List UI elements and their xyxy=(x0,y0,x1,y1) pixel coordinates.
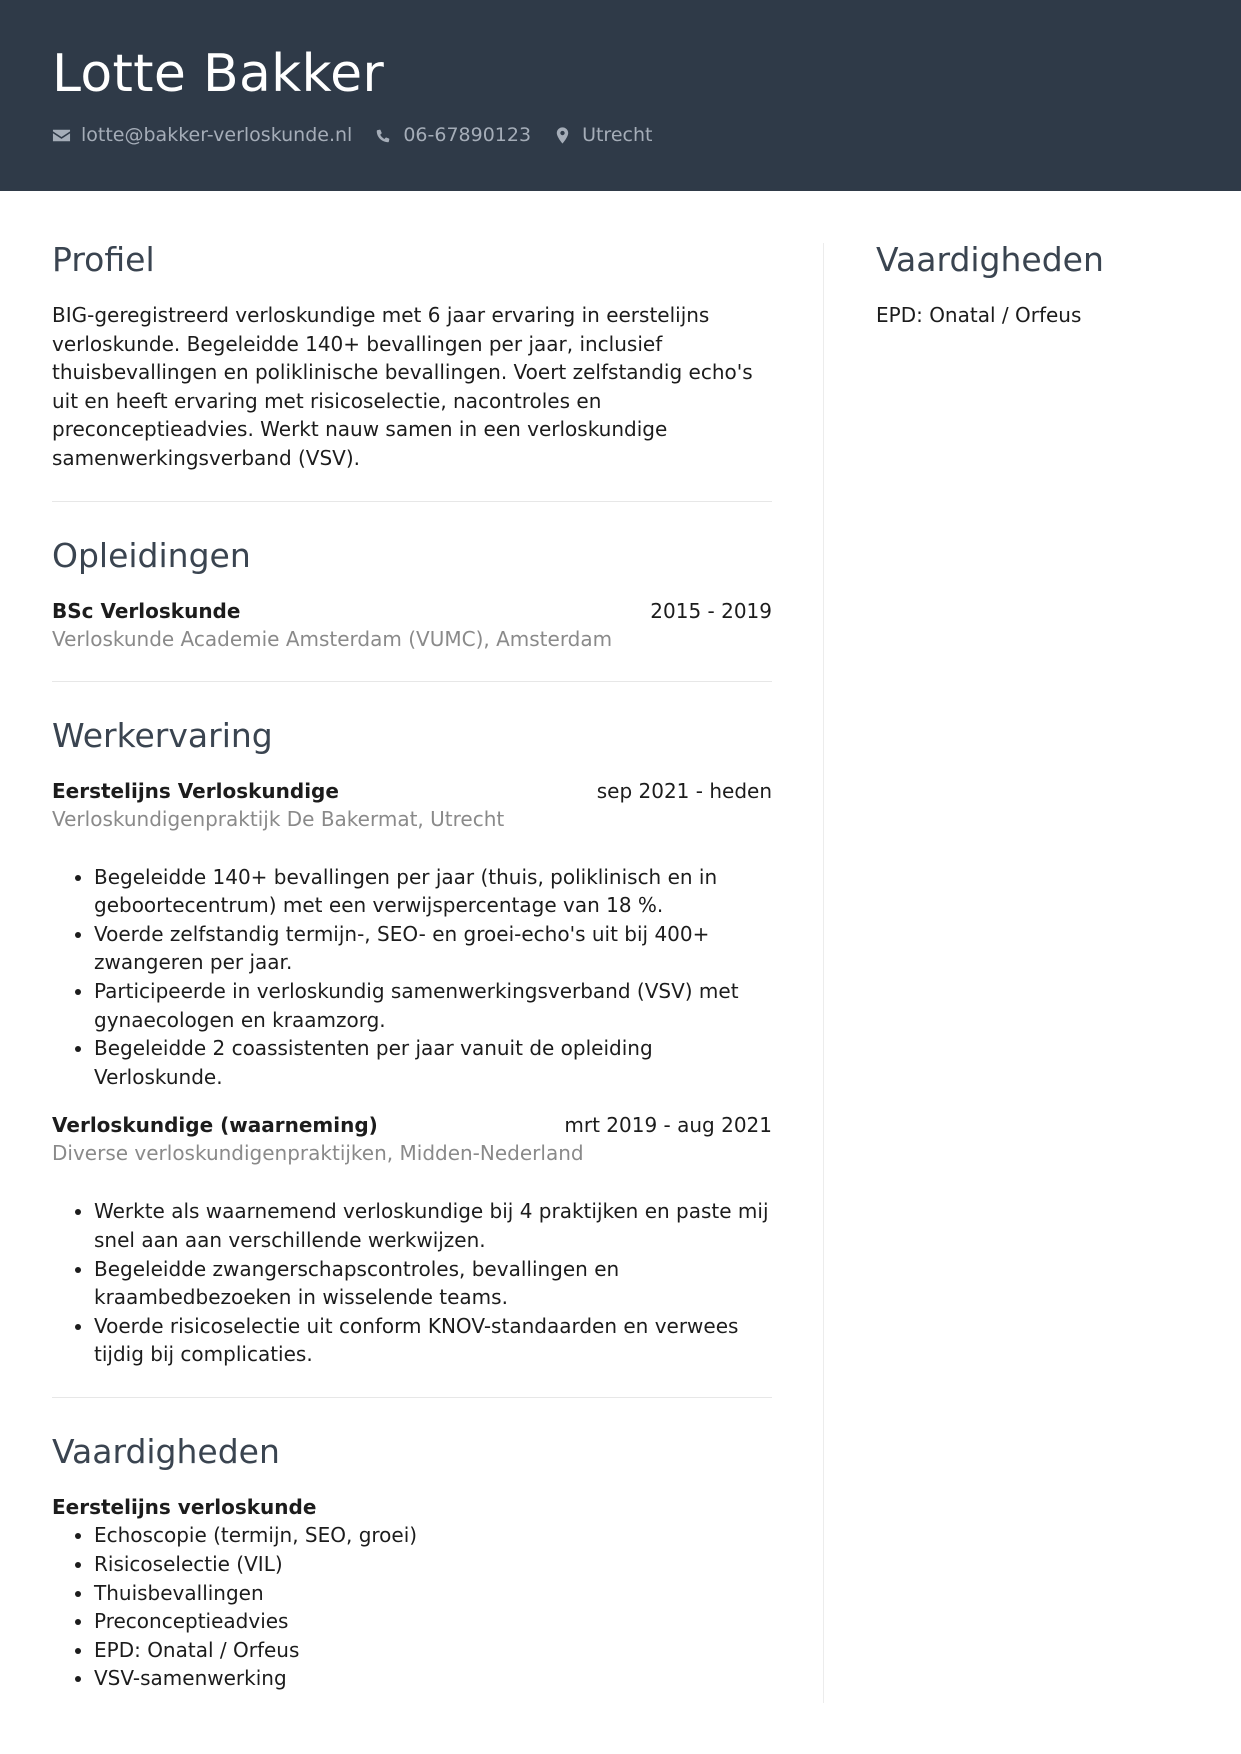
job-bullets xyxy=(52,1197,772,1369)
skill-group-title: Eerstelijns verloskunde xyxy=(52,1494,317,1519)
skills-section xyxy=(52,1432,772,1693)
list-item: • Voerde risicoselectie uit conform KNOV-standaarden en verwees tijdig bij complicaties. xyxy=(94,1312,772,1369)
section-divider xyxy=(52,681,772,682)
contact-email xyxy=(52,124,352,146)
job-entry xyxy=(52,777,772,1092)
education-heading: Opleidingen xyxy=(52,535,251,575)
list-item: • VSV-samenwerking xyxy=(94,1664,772,1693)
job-dates: mrt 2019 - aug 2021 xyxy=(564,1113,772,1138)
location-text: Utrecht xyxy=(582,124,653,146)
sidebar-column xyxy=(876,240,1196,330)
contact-phone xyxy=(374,124,531,146)
contact-location xyxy=(553,124,652,146)
map-marker-icon xyxy=(553,126,572,145)
profile-text: BIG-geregistreerd verloskundige met 6 jaar ervaring in eerstelijns verloskunde. Begeleidde 140+ bevallingen per jaar, inclusief thuisbevallingen en poliklinische bevallingen. Voert zelfstandig echo's uit en heeft ervaring met risicoselectie, nacontroles en preconceptieadvies. Werkt nauw samen in een verloskundige samenwerkingsverband (VSV). xyxy=(52,303,753,470)
envelope-icon xyxy=(52,126,71,145)
candidate-name: Lotte Bakker xyxy=(52,44,385,104)
list-item: • Thuisbevallingen xyxy=(94,1579,772,1608)
header-banner xyxy=(0,0,1241,191)
phone-icon xyxy=(374,126,393,145)
job-title: Eerstelijns Verloskundige xyxy=(52,778,339,803)
job-employer: Verloskundigenpraktijk De Bakermat, Utrecht xyxy=(52,806,505,831)
column-divider xyxy=(823,243,824,1703)
section-divider xyxy=(52,1397,772,1398)
list-item: • Risicoselectie (VIL) xyxy=(94,1550,772,1579)
degree-title: BSc Verloskunde xyxy=(52,598,241,623)
contact-bar xyxy=(52,124,674,146)
main-column xyxy=(52,240,772,1693)
list-item: • Werkte als waarnemend verloskundige bij 4 praktijken en paste mij snel aan aan verschillende werkwijzen. xyxy=(94,1197,772,1254)
skill-list xyxy=(52,1521,772,1693)
job-dates: sep 2021 - heden xyxy=(596,778,772,803)
skills-heading: Vaardigheden xyxy=(52,1431,280,1471)
job-entry xyxy=(52,1111,772,1369)
list-item: • EPD: Onatal / Orfeus xyxy=(94,1636,772,1665)
list-item: • Voerde zelfstandig termijn-, SEO- en groei-echo's uit bij 400+ zwangeren per jaar. xyxy=(94,920,772,977)
job-employer: Diverse verloskundigenpraktijken, Midden-Nederland xyxy=(52,1141,584,1166)
sidebar-skills-heading: Vaardigheden xyxy=(876,240,1104,279)
profile-section xyxy=(52,240,772,473)
email-text: lotte@bakker-verloskunde.nl xyxy=(81,124,353,146)
phone-text: 06-67890123 xyxy=(403,124,532,146)
education-entry xyxy=(52,597,772,653)
sidebar-skill-text: EPD: Onatal / Orfeus xyxy=(876,303,1082,327)
list-item: • Begeleidde zwangerschapscontroles, bevallingen en kraambedbezoeken in wisselende teams. xyxy=(94,1255,772,1312)
school-name: Verloskunde Academie Amsterdam (VUMC), Amsterdam xyxy=(52,626,613,651)
section-divider xyxy=(52,501,772,502)
list-item: • Begeleidde 2 coassistenten per jaar vanuit de opleiding Verloskunde. xyxy=(94,1034,772,1091)
list-item: • Begeleidde 140+ bevallingen per jaar (thuis, poliklinisch en in geboortecentrum) met een verwijspercentage van 18 %. xyxy=(94,863,772,920)
education-dates: 2015 - 2019 xyxy=(650,598,772,623)
job-title: Verloskundige (waarneming) xyxy=(52,1113,378,1138)
list-item: • Echoscopie (termijn, SEO, groei) xyxy=(94,1521,772,1550)
experience-section xyxy=(52,716,772,1369)
job-bullets xyxy=(52,863,772,1092)
education-section xyxy=(52,536,772,653)
list-item: • Participeerde in verloskundig samenwerkingsverband (VSV) met gynaecologen en kraamzorg. xyxy=(94,977,772,1034)
experience-heading: Werkervaring xyxy=(52,715,273,755)
profile-heading: Profiel xyxy=(52,240,155,279)
list-item: • Preconceptieadvies xyxy=(94,1607,772,1636)
